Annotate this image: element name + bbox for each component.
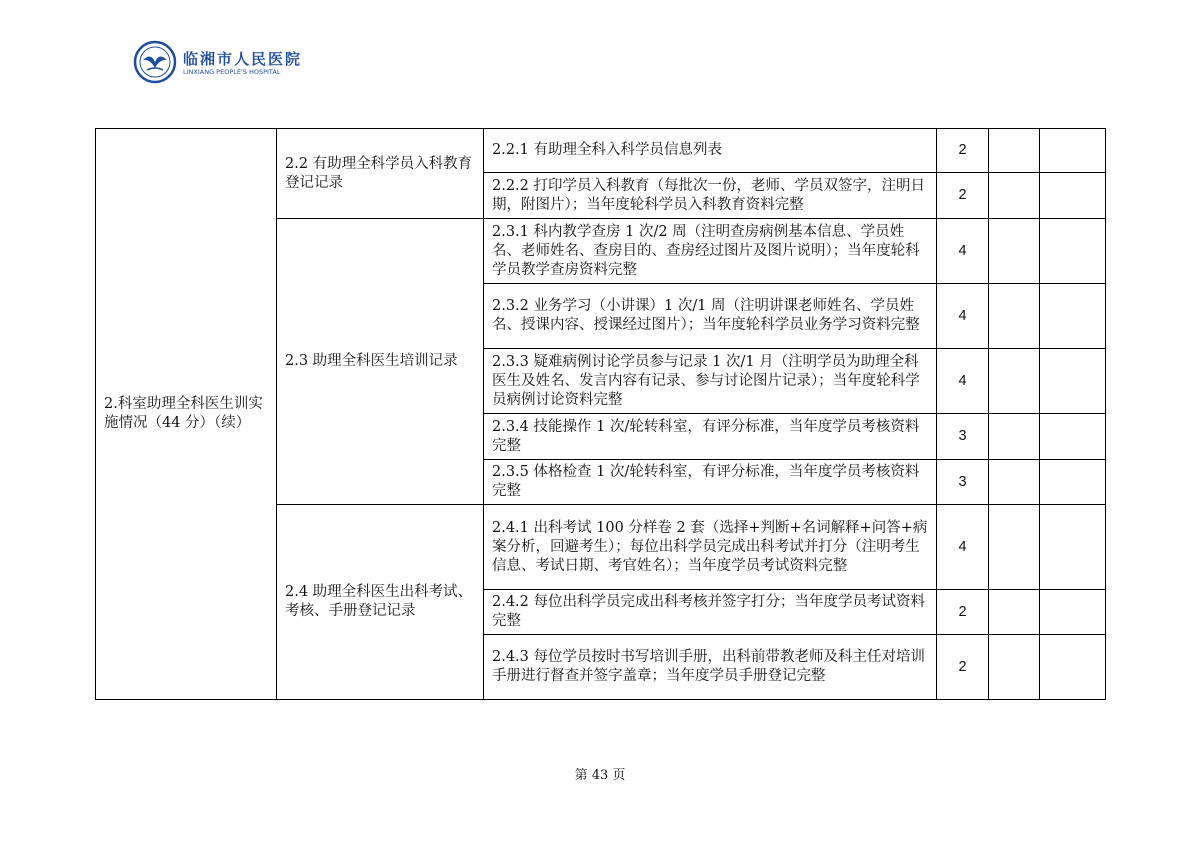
score-cell xyxy=(989,349,1040,414)
item-points: 2 xyxy=(937,635,989,700)
score-cell xyxy=(989,460,1040,505)
item-points: 3 xyxy=(937,414,989,460)
section-cell: 2.科室助理全科医生训实施情况（44 分）（续） xyxy=(96,129,277,700)
score-cell xyxy=(989,219,1040,284)
item-points: 4 xyxy=(937,349,989,414)
group-title: 2.2 有助理全科学员入科教育登记记录 xyxy=(277,129,484,219)
item-text: 2.4.1 出科考试 100 分样卷 2 套（选择+判断+名词解释+问答+病案分析，回避考生）；每位出科学员完成出科考试并打分（注明考生信息、考试日期、考官姓名）；当年度学员考试资料完整 xyxy=(484,505,937,590)
remark-cell xyxy=(1040,284,1106,349)
hospital-logo xyxy=(133,40,303,84)
item-points: 2 xyxy=(937,129,989,173)
item-text: 2.3.1 科内教学查房 1 次/2 周（注明查房病例基本信息、学员姓名、老师姓名、查房目的、查房经过图片及图片说明）；当年度轮科学员教学查房资料完整 xyxy=(484,219,937,284)
score-cell xyxy=(989,505,1040,590)
logo-english-name: LINXIANG PEOPLE'S HOSPITAL xyxy=(183,68,281,76)
logo-chinese-name: 临湘市人民医院 xyxy=(183,50,303,68)
item-points: 2 xyxy=(937,590,989,635)
remark-cell xyxy=(1040,590,1106,635)
score-cell xyxy=(989,414,1040,460)
item-text: 2.3.2 业务学习（小讲课）1 次/1 周（注明讲课老师姓名、学员姓名、授课内容、授课经过图片）；当年度轮科学员业务学习资料完整 xyxy=(484,284,937,349)
remark-cell xyxy=(1040,414,1106,460)
score-cell xyxy=(989,173,1040,219)
page-number: 第 43 页 xyxy=(574,768,626,783)
remark-cell xyxy=(1040,219,1106,284)
remark-cell xyxy=(1040,173,1106,219)
group-title: 2.3 助理全科医生培训记录 xyxy=(277,219,484,505)
item-points: 2 xyxy=(937,173,989,219)
item-text: 2.4.2 每位出科学员完成出科考核并签字打分；当年度学员考试资料完整 xyxy=(484,590,937,635)
item-text: 2.3.4 技能操作 1 次/轮转科室，有评分标准，当年度学员考核资料完整 xyxy=(484,414,937,460)
hospital-emblem-icon xyxy=(133,40,179,84)
remark-cell xyxy=(1040,129,1106,173)
remark-cell xyxy=(1040,635,1106,700)
item-text: 2.3.5 体格检查 1 次/轮转科室，有评分标准，当年度学员考核资料完整 xyxy=(484,460,937,505)
group-title: 2.4 助理全科医生出科考试、考核、手册登记记录 xyxy=(277,505,484,700)
score-cell xyxy=(989,284,1040,349)
item-points: 4 xyxy=(937,505,989,590)
item-text: 2.2.1 有助理全科入科学员信息列表 xyxy=(484,129,937,173)
item-points: 4 xyxy=(937,284,989,349)
remark-cell xyxy=(1040,505,1106,590)
scoring-table xyxy=(95,128,1106,700)
score-cell xyxy=(989,590,1040,635)
item-points: 4 xyxy=(937,219,989,284)
item-text: 2.3.3 疑难病例讨论学员参与记录 1 次/1 月（注明学员为助理全科医生及姓名、发言内容有记录、参与讨论图片记录）；当年度轮科学员病例讨论资料完整 xyxy=(484,349,937,414)
item-points: 3 xyxy=(937,460,989,505)
score-cell xyxy=(989,635,1040,700)
remark-cell xyxy=(1040,349,1106,414)
remark-cell xyxy=(1040,460,1106,505)
item-text: 2.4.3 每位学员按时书写培训手册，出科前带教老师及科主任对培训手册进行督查并签字盖章；当年度学员手册登记完整 xyxy=(484,635,937,700)
score-cell xyxy=(989,129,1040,173)
item-text: 2.2.2 打印学员入科教育（每批次一份，老师、学员双签字，注明日期，附图片）；当年度轮科学员入科教育资料完整 xyxy=(484,173,937,219)
